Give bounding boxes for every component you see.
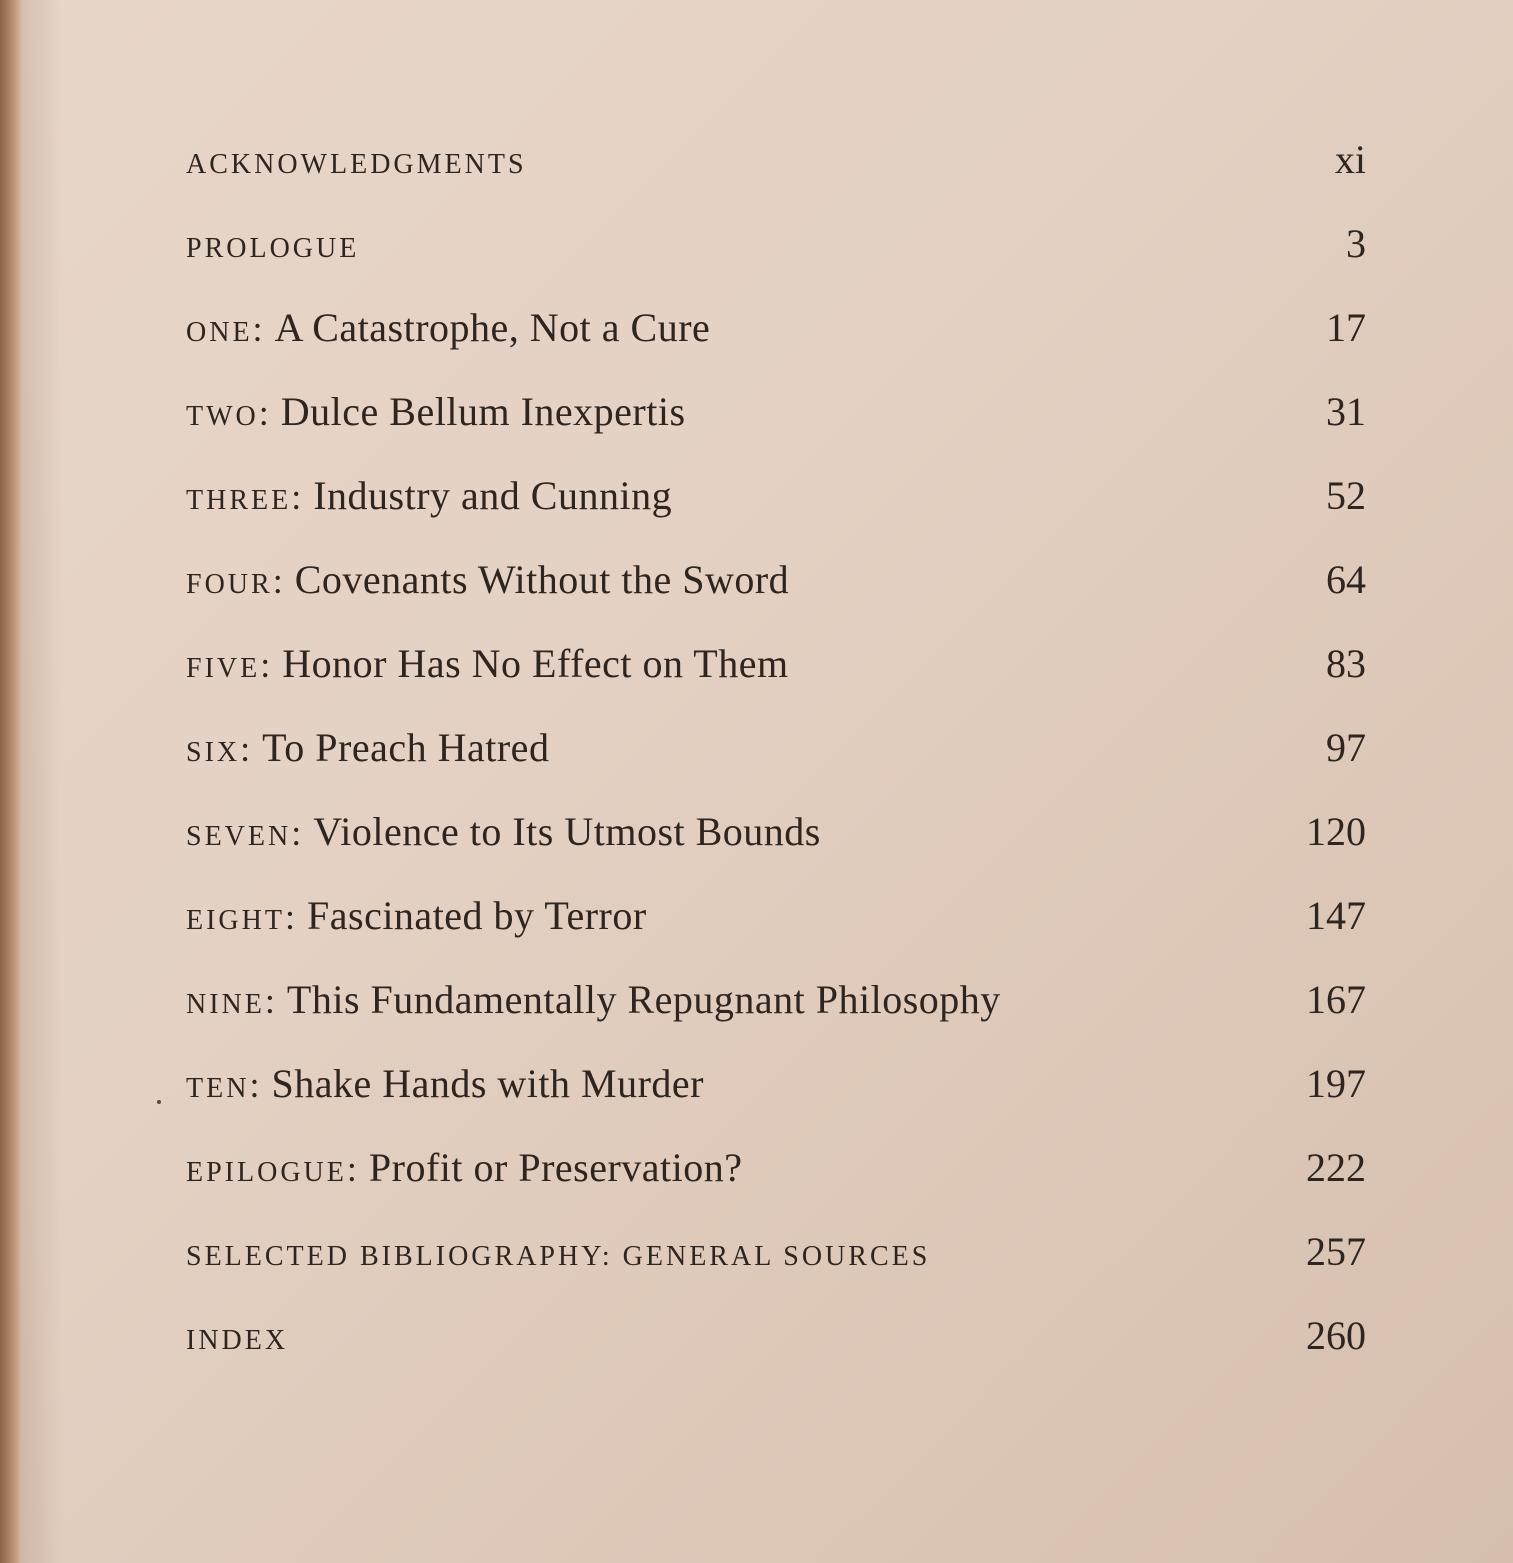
toc-page-number: 83 <box>1326 641 1366 686</box>
toc-label: INDEX <box>186 1325 289 1356</box>
toc-entry-index <box>186 1304 1366 1388</box>
toc-entry-chapter-six: SIX: To Preach Hatred 97 <box>186 716 1366 800</box>
toc-page-number: 260 <box>1306 1313 1366 1358</box>
toc-title: Industry and Cunning <box>313 473 673 518</box>
toc-entry-chapter-two: TWO: Dulce Bellum Inexpertis 31 <box>186 380 1366 464</box>
toc-entry-bibliography <box>186 1220 1366 1304</box>
toc-title: A Catastrophe, Not a Cure <box>274 305 711 350</box>
toc-label: THREE <box>186 485 292 516</box>
page-gutter-shadow <box>22 0 62 1563</box>
toc-title: Violence to Its Utmost Bounds <box>313 809 821 854</box>
toc-page-number: 52 <box>1326 473 1366 518</box>
toc-entry-chapter-ten: TEN: Shake Hands with Murder 197 <box>186 1052 1366 1136</box>
toc-label: TEN <box>186 1073 250 1104</box>
toc-page-number: 197 <box>1306 1061 1366 1106</box>
toc-title: Honor Has No Effect on Them <box>282 641 789 686</box>
toc-page-number: 222 <box>1306 1145 1366 1190</box>
toc-label: FOUR <box>186 569 273 600</box>
toc-title: Profit or Preservation? <box>368 1145 743 1190</box>
table-of-contents <box>186 128 1366 1388</box>
toc-page-number: 31 <box>1326 389 1366 434</box>
toc-title: To Preach Hatred <box>262 725 550 770</box>
paper-speck <box>157 1100 161 1104</box>
toc-page-number: 120 <box>1306 809 1366 854</box>
toc-label: SIX <box>186 737 241 768</box>
toc-entry-chapter-nine: NINE: This Fundamentally Repugnant Philosophy 167 <box>186 968 1366 1052</box>
toc-page-number: 64 <box>1326 557 1366 602</box>
toc-label: SEVEN <box>186 821 292 852</box>
toc-label: FIVE <box>186 653 261 684</box>
toc-title: Shake Hands with Murder <box>271 1061 704 1106</box>
toc-entry-chapter-four: FOUR: Covenants Without the Sword 64 <box>186 548 1366 632</box>
toc-label: EPILOGUE <box>186 1157 347 1188</box>
toc-entry-prologue <box>186 212 1366 296</box>
toc-entry-chapter-one: ONE: A Catastrophe, Not a Cure 17 <box>186 296 1366 380</box>
toc-page-number: 3 <box>1346 221 1366 266</box>
toc-entry-chapter-eight: EIGHT: Fascinated by Terror 147 <box>186 884 1366 968</box>
toc-page-number: xi <box>1334 137 1366 182</box>
toc-label: ACKNOWLEDGMENTS <box>186 149 527 180</box>
toc-label: NINE <box>186 989 265 1020</box>
toc-entry-acknowledgments <box>186 128 1366 212</box>
toc-page-number: 167 <box>1306 977 1366 1022</box>
toc-page-number: 97 <box>1326 725 1366 770</box>
toc-entry-chapter-seven: SEVEN: Violence to Its Utmost Bounds 120 <box>186 800 1366 884</box>
toc-entry-chapter-five: FIVE: Honor Has No Effect on Them 83 <box>186 632 1366 716</box>
book-binding-edge <box>0 0 22 1563</box>
toc-entry-chapter-three: THREE: Industry and Cunning 52 <box>186 464 1366 548</box>
toc-title: This Fundamentally Repugnant Philosophy <box>286 977 1001 1022</box>
toc-label: TWO <box>186 401 259 432</box>
toc-label: PROLOGUE <box>186 233 360 264</box>
toc-label: SELECTED BIBLIOGRAPHY: GENERAL SOURCES <box>186 1241 931 1272</box>
toc-label: EIGHT <box>186 905 285 936</box>
toc-entry-epilogue: EPILOGUE: Profit or Preservation? 222 <box>186 1136 1366 1220</box>
toc-page-number: 17 <box>1326 305 1366 350</box>
toc-title: Fascinated by Terror <box>307 893 647 938</box>
toc-title: Dulce Bellum Inexpertis <box>280 389 686 434</box>
toc-page-number: 147 <box>1306 893 1366 938</box>
toc-label: ONE <box>186 317 253 348</box>
toc-page-number: 257 <box>1306 1229 1366 1274</box>
toc-title: Covenants Without the Sword <box>294 557 790 602</box>
